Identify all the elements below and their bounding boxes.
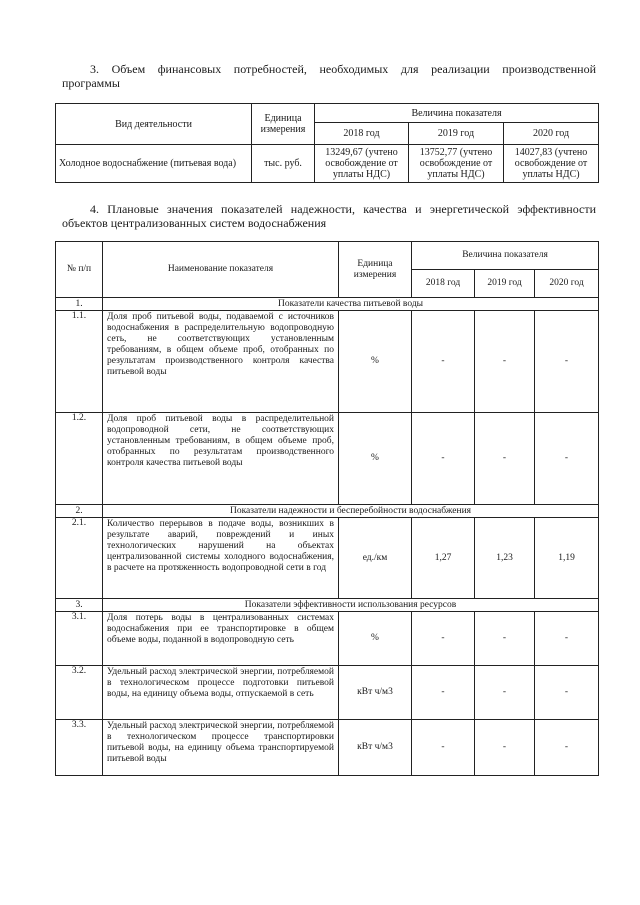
- section4-title-line2: объектов централизованных систем водоснабжения: [62, 216, 327, 230]
- row-value-2020: -: [535, 413, 599, 505]
- row-description: Доля проб питьевой воды в распределительной водопроводной сети, не соответствующих установленным требованиям, в общем объеме проб, отобранных по результатам производственного контроля качества питьевой воды: [103, 413, 339, 505]
- row-num: 3.3.: [56, 720, 103, 776]
- row-description: Количество перерывов в подаче воды, возникших в результате аварий, повреждений и иных технологических нарушений на объектах централизованной системы холодного водоснабжения, в расчете на протяженность водопроводной сети в год: [103, 518, 339, 599]
- row-value-2019: 1,23: [475, 518, 535, 599]
- section4-heading: [62, 202, 596, 230]
- financial-needs-table: [55, 103, 599, 183]
- row-value-2018: -: [412, 413, 475, 505]
- row-value-2020: -: [535, 612, 599, 666]
- row-value-2019: -: [475, 311, 535, 413]
- row-value-2018: -: [412, 666, 475, 720]
- header-year-2020: 2020 год: [535, 270, 599, 298]
- header-unit: Единица измерения: [252, 104, 315, 145]
- row-value-2019: -: [475, 720, 535, 776]
- row-value-2020: -: [535, 720, 599, 776]
- section-title: Показатели эффективности использования ресурсов: [103, 599, 599, 612]
- header-num: № п/п: [56, 242, 103, 298]
- header-year-2020: 2020 год: [504, 123, 599, 145]
- row-description: Доля проб питьевой воды, подаваемой с источников водоснабжения в распределительную водопроводную сеть, не соответствующих установленным требованиям, в общем объеме проб, отобранных по результатам производственного контроля качества питьевой воды: [103, 311, 339, 413]
- row-value-2020: 1,19: [535, 518, 599, 599]
- row-num: 1.1.: [56, 311, 103, 413]
- header-value: Величина показателя: [315, 104, 599, 123]
- row-value-2020: -: [535, 311, 599, 413]
- row-description: Доля потерь воды в централизованных системах водоснабжения при ее транспортировке в общем объеме воды, поданной в водопроводную сеть: [103, 612, 339, 666]
- row-description: Удельный расход электрической энергии, потребляемой в технологическом процессе транспортировки питьевой воды, на единицу объема транспортируемой питьевой воды: [103, 720, 339, 776]
- row-num: 3.1.: [56, 612, 103, 666]
- row-unit: ед./км: [339, 518, 412, 599]
- row-value-2018: -: [412, 311, 475, 413]
- header-activity: Вид деятельности: [56, 104, 252, 145]
- row-value-2018: -: [412, 612, 475, 666]
- row-unit: кВт ч/м3: [339, 720, 412, 776]
- row-activity: Холодное водоснабжение (питьевая вода): [56, 145, 252, 183]
- section-title: Показатели качества питьевой воды: [103, 298, 599, 311]
- row-unit: %: [339, 612, 412, 666]
- row-num: 2.1.: [56, 518, 103, 599]
- header-year-2019: 2019 год: [409, 123, 504, 145]
- row-value-2018: -: [412, 720, 475, 776]
- header-year-2019: 2019 год: [475, 270, 535, 298]
- row-value-2019: -: [475, 612, 535, 666]
- row-value-2019: -: [475, 413, 535, 505]
- row-unit: %: [339, 413, 412, 505]
- section4-title-line1: 4. Плановые значения показателей надежности, качества и энергетической эффективности: [90, 202, 596, 216]
- row-unit: %: [339, 311, 412, 413]
- row-num: 1.2.: [56, 413, 103, 505]
- row-num: 3.2.: [56, 666, 103, 720]
- header-year-2018: 2018 год: [315, 123, 409, 145]
- header-name: Наименование показателя: [103, 242, 339, 298]
- row-unit: кВт ч/м3: [339, 666, 412, 720]
- row-description: Удельный расход электрической энергии, потребляемой в технологическом процессе подготовки питьевой воды, на единицу объема воды, отпускаемой в сеть: [103, 666, 339, 720]
- section-num: 3.: [56, 599, 103, 612]
- section-title: Показатели надежности и бесперебойности водоснабжения: [103, 505, 599, 518]
- section3-title-line2: программы: [62, 76, 120, 90]
- header-year-2018: 2018 год: [412, 270, 475, 298]
- row-value-2018: 13249,67 (учтено освобождение от уплаты НДС): [315, 145, 409, 183]
- row-value-2020: 14027,83 (учтено освобождение от уплаты НДС): [504, 145, 599, 183]
- header-value: Величина показателя: [412, 242, 599, 270]
- indicators-table: [55, 241, 599, 776]
- row-value-2019: 13752,77 (учтено освобождение от уплаты НДС): [409, 145, 504, 183]
- section-num: 1.: [56, 298, 103, 311]
- header-unit: Единица измерения: [339, 242, 412, 298]
- row-value-2018: 1,27: [412, 518, 475, 599]
- row-value-2019: -: [475, 666, 535, 720]
- row-unit: тыс. руб.: [252, 145, 315, 183]
- section-num: 2.: [56, 505, 103, 518]
- row-value-2020: -: [535, 666, 599, 720]
- section3-heading: [62, 62, 596, 90]
- section3-title-line1: 3. Объем финансовых потребностей, необходимых для реализации производственной: [90, 62, 596, 76]
